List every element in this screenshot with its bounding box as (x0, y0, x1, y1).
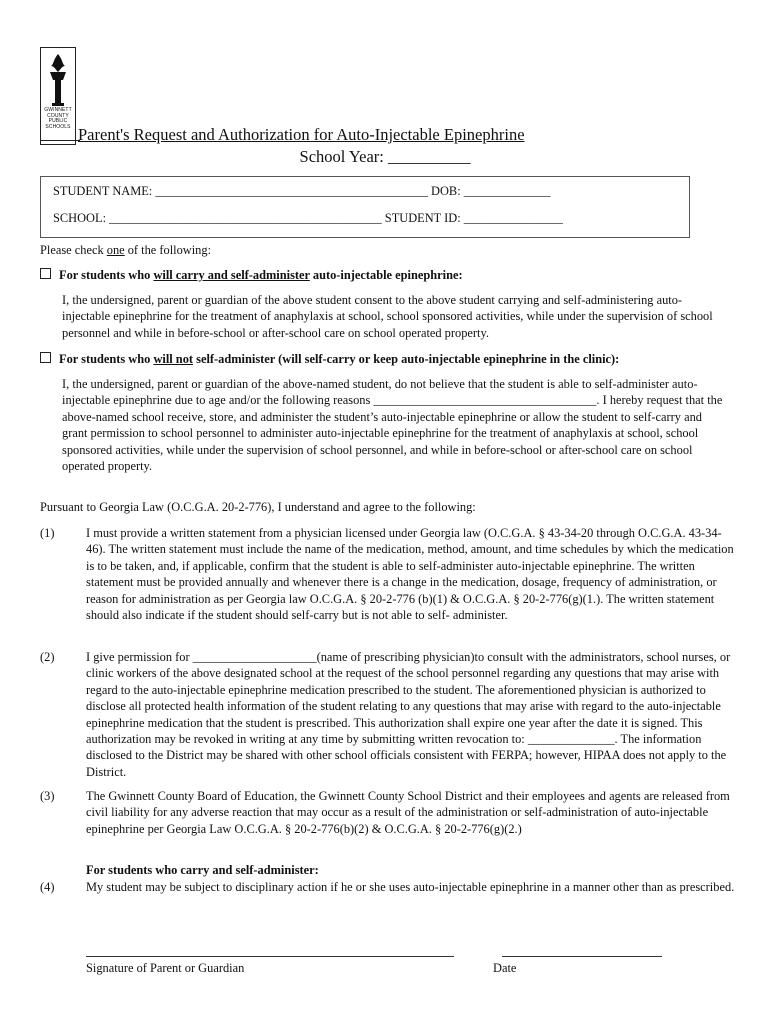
option-not-self-administer[interactable]: For students who will not self-administer (will self-carry or keep auto-injectable epinephrine in the clinic): (40, 351, 619, 367)
logo-text: GWINNETT COUNTY PUBLIC SCHOOLS (44, 107, 72, 130)
item-text: I give permission for ____________________(name of prescribing physician)to consult with the administrators, school nurses, or clinic workers of the above designated school at the request of the school personnel regarding any questions that may arise with regard to the auto-injectable epinephrine medication prescribed to the student. The aforementioned physician is authorized to disclose all protected health information of the student relating to any questions that may arise with regard to the auto-injectable epinephrine medication that the student is prescribed. This authorization shall expire one year after the date it is signed. This authorization may be revoked in writing at any time by submitting written revocation to: ______________. The information disclosed to the District may be shared with other school officials consistent with FERPA; however, HIPAA does not apply to the District. (86, 650, 731, 779)
page-title: Parent's Request and Authorization for Auto-Injectable Epinephrine (78, 125, 525, 144)
school-year-field[interactable]: School Year: __________ (299, 147, 471, 166)
item-heading: For students who carry and self-administer: (86, 863, 319, 877)
checkbox-not-self-administer[interactable] (40, 352, 51, 363)
item-number: (2) (40, 650, 55, 664)
item-text: My student may be subject to disciplinary action if he or she uses auto-injectable epinephrine in a manner other than as prescribed. (86, 880, 735, 894)
parent-signature-label: Signature of Parent or Guardian (86, 961, 245, 975)
logo-rule (40, 140, 80, 141)
parent-signature-line[interactable] (86, 956, 454, 957)
item-number: (4) (40, 880, 55, 894)
item-text: I must provide a written statement from a physician licensed under Georgia law (O.C.G.A. § 43-34-20 through O.C.G.A. 43-34-46). The written statement must include the name of the medication, method, amount, and time schedules by which the medication is to be taken, and, if applicable, confirm that the student is able to self-administer auto-injectable epinephrine. The written statement must be provided annually and whenever there is a change in the medication, dosage, frequency of administration, or reason for administration as per Georgia law O.C.G.A. § 20-2-776 (b)(1) & O.C.G.A. § 20-2-776(g)(1.). The written statement should also indicate if the student should self-carry but is not able to self- administer. (86, 526, 734, 623)
item-text: The Gwinnett County Board of Education, the Gwinnett County School District and their employees and agents are released from civil liability for any adverse reaction that may occur as a result of the administration or self-administration of auto-injectable epinephrine per Georgia Law O.C.G.A. § 20-2-776(b)(2) & O.C.G.A. § 20-2-776(g)(2.) (86, 789, 730, 836)
item-number: (3) (40, 789, 55, 803)
option-self-administer-body: I, the undersigned, parent or guardian of the above student consent to the above student carrying and self-administering auto-injectable epinephrine for the treatment of anaphylaxis at school, school sponsored activities, while under the supervision of school personnel and while in before-school or after-school care on school operated property. (62, 293, 713, 340)
torch-icon (41, 50, 75, 110)
school-field[interactable]: SCHOOL: ____________________________________________ STUDENT ID: ________________ (53, 211, 563, 225)
option-self-administer[interactable]: For students who will carry and self-administer auto-injectable epinephrine: (40, 267, 463, 283)
option-not-self-administer-body: I, the undersigned, parent or guardian of the above-named student, do not believe that the student is able to self-administer auto-injectable epinephrine due to age and/or the following reasons ____________________________________. I hereby request that the above-named school receive, store, and administer the student’s auto-injectable epinephrine or allow the student to self-carry and grant permission to school personnel to administer auto-injectable epinephrine for the treatment of anaphylaxis at school, school sponsored activities, while under the supervision of school personnel, and while in before-school or after-school care on school operated property. (62, 377, 723, 474)
item-number: (1) (40, 526, 55, 540)
student-info-box (40, 176, 690, 238)
date-label: Date (493, 961, 517, 975)
date-line[interactable] (502, 956, 662, 957)
pursuant-text: Pursuant to Georgia Law (O.C.G.A. 20-2-776), I understand and agree to the following: (40, 500, 476, 514)
checkbox-self-administer[interactable] (40, 268, 51, 279)
instructions: Please check one of the following: (40, 243, 212, 257)
student-name-field[interactable]: STUDENT NAME: ____________________________________________ DOB: ______________ (53, 184, 551, 198)
